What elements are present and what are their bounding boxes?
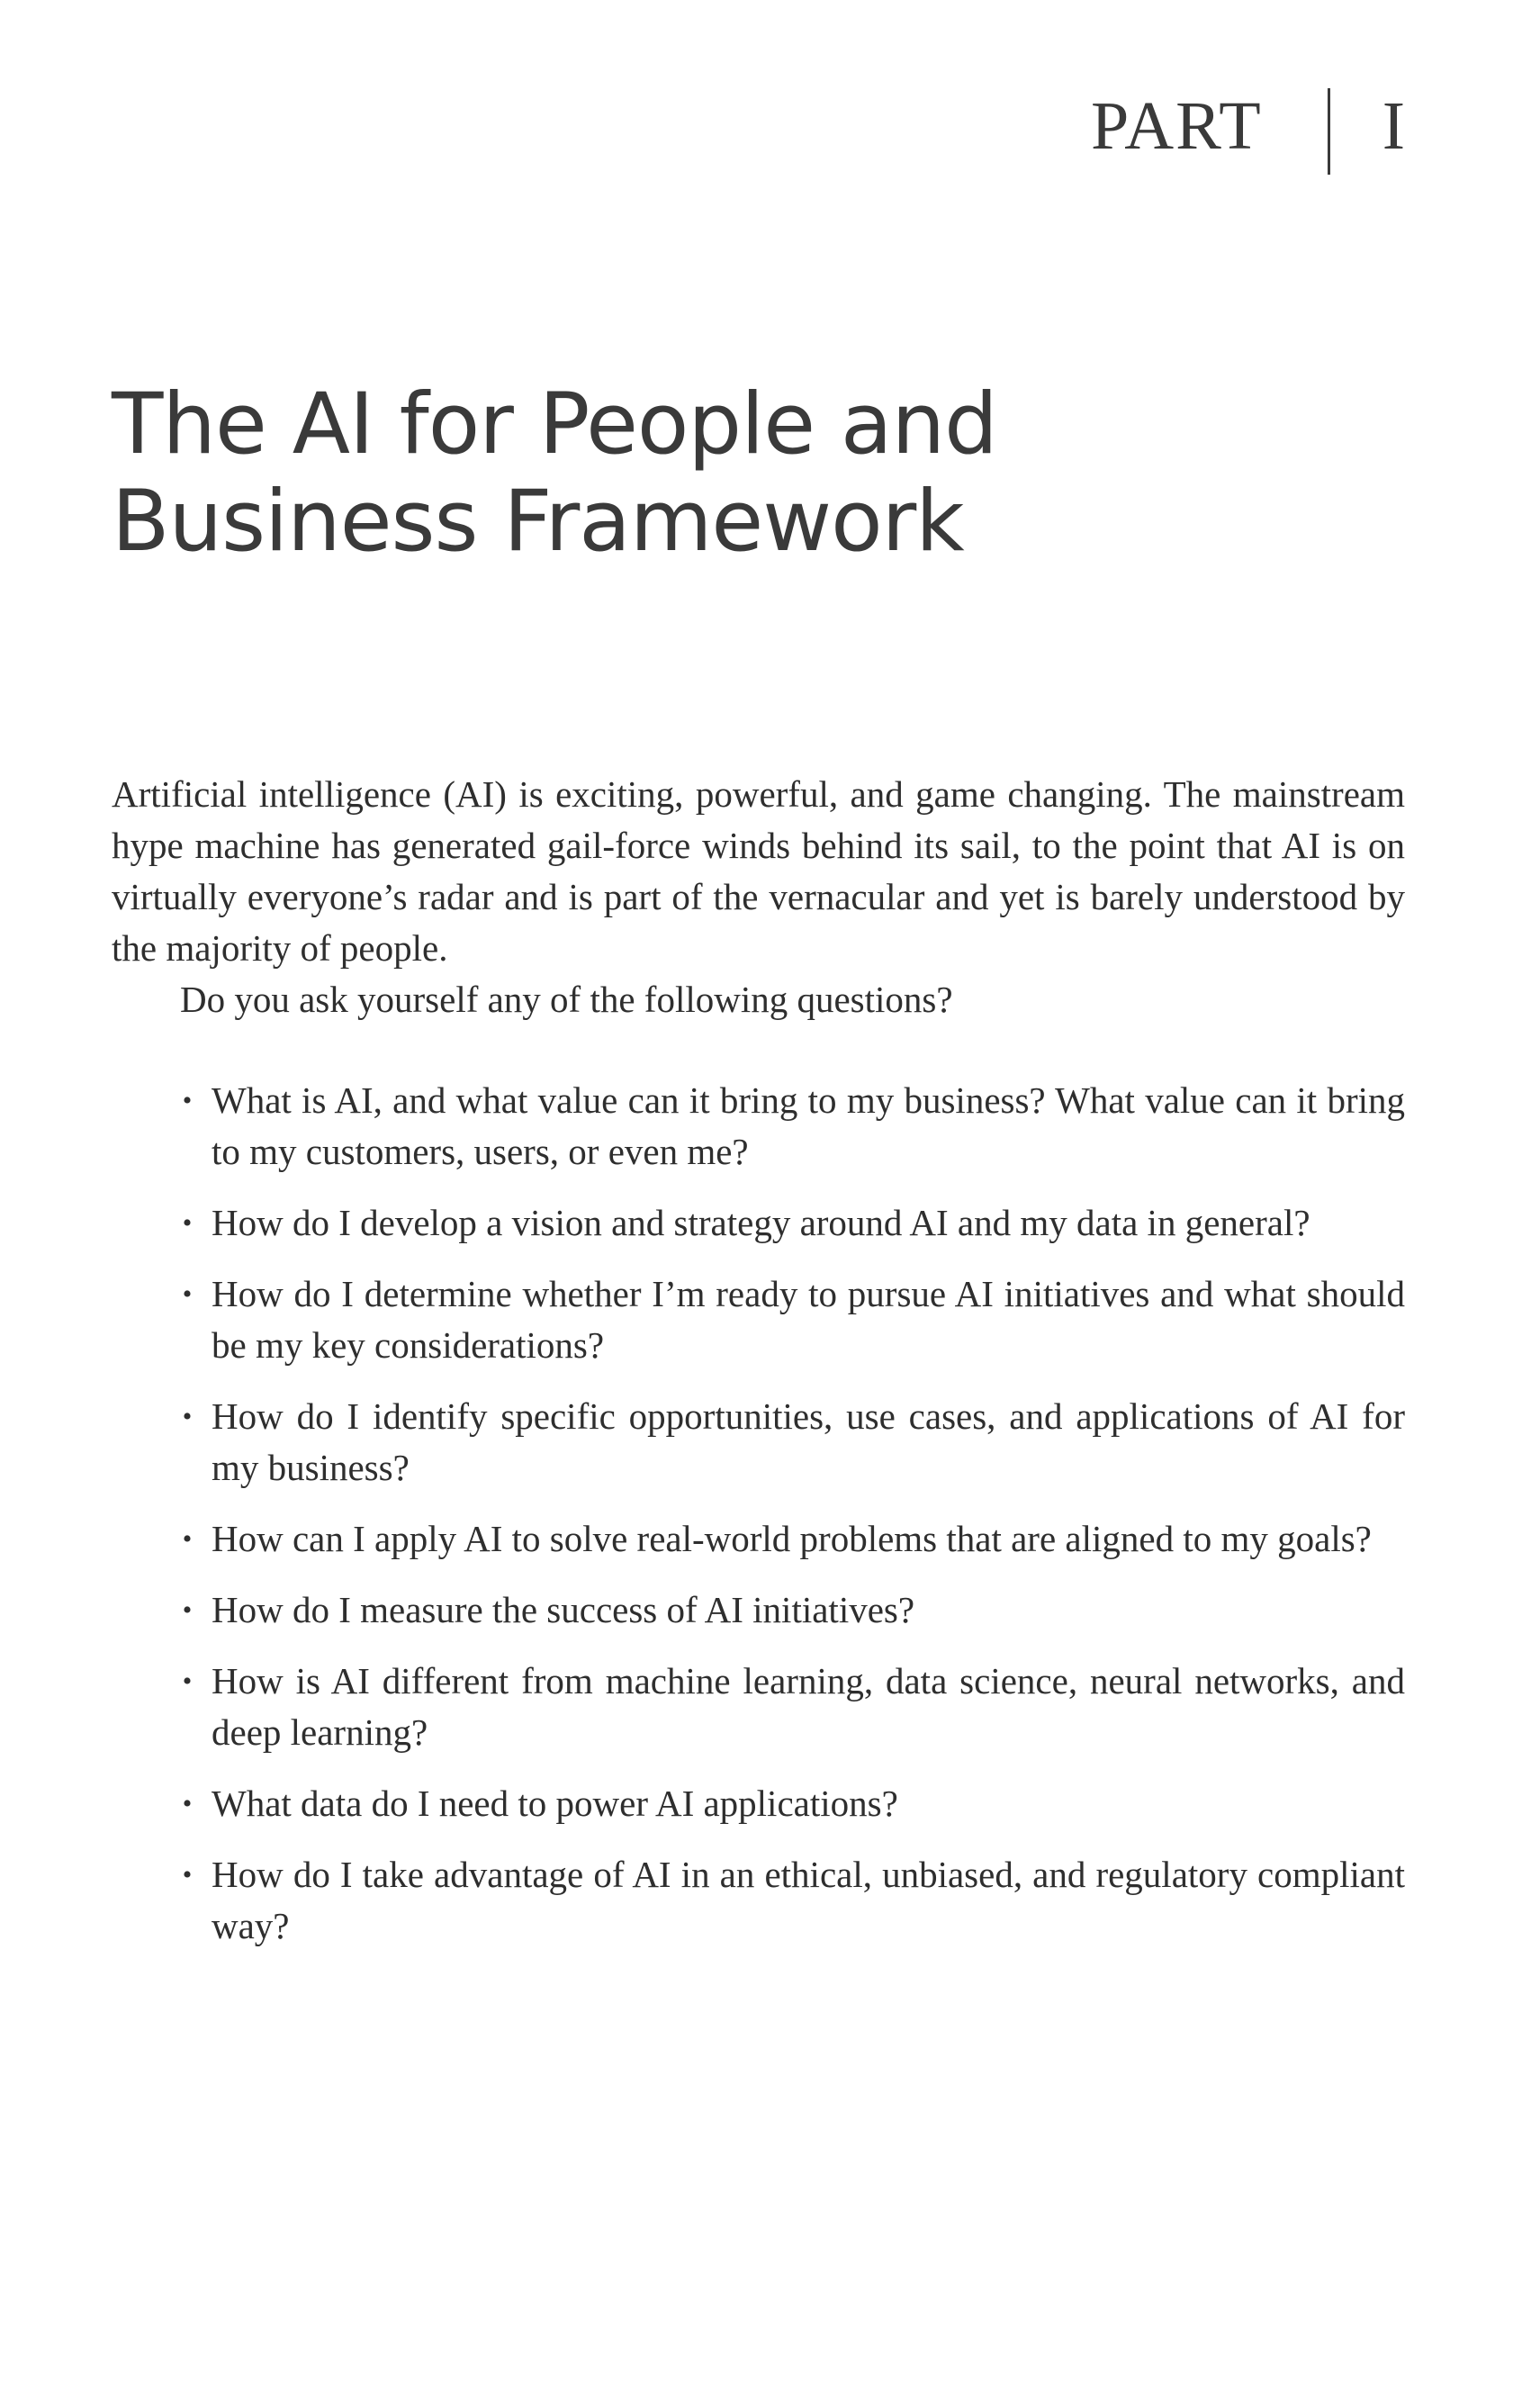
bullet-icon: • xyxy=(182,1279,193,1309)
part-label: PART xyxy=(1090,87,1263,164)
part-title xyxy=(112,376,1102,571)
question-text: How is AI different from machine learning, data science, neural networks, and deep learning? xyxy=(212,1660,1405,1753)
list-item xyxy=(112,1584,1405,1636)
list-item xyxy=(112,1197,1405,1249)
bullet-icon: • xyxy=(182,1524,193,1554)
part-title-line-2: Business Framework xyxy=(112,473,964,571)
part-title-line-1: The AI for People and xyxy=(112,375,997,474)
bullet-icon: • xyxy=(182,1860,193,1890)
question-text: How do I identify specific opportunities, use cases, and applications of AI for my business? xyxy=(212,1395,1405,1488)
body-text xyxy=(112,769,1405,1972)
question-text: How do I develop a vision and strategy around AI and my data in general? xyxy=(212,1202,1310,1243)
bullet-icon: • xyxy=(182,1208,193,1238)
list-item xyxy=(112,1513,1405,1565)
questions-list xyxy=(112,1075,1405,1952)
part-number: I xyxy=(1382,87,1407,164)
list-item xyxy=(112,1391,1405,1494)
intro-paragraph: Artificial intelligence (AI) is exciting, powerful, and game changing. The mainstream hype machine has generated gail-force winds behind its sail, to the point that AI is on virtually everyone’s radar and is part of the vernacular and yet is barely understood by the majority of people. xyxy=(112,773,1405,969)
question-text: How can I apply AI to solve real-world problems that are aligned to my goals? xyxy=(212,1518,1372,1559)
question-lead: Do you ask yourself any of the following questions? xyxy=(180,979,953,1020)
list-item xyxy=(112,1849,1405,1952)
list-item xyxy=(112,1268,1405,1371)
list-item xyxy=(112,1075,1405,1178)
bullet-icon: • xyxy=(182,1666,193,1696)
question-text: What data do I need to power AI applications? xyxy=(212,1783,898,1824)
bullet-icon: • xyxy=(182,1789,193,1819)
question-text: How do I measure the success of AI initiatives? xyxy=(212,1589,915,1630)
question-text: What is AI, and what value can it bring to my business? What value can it bring to my customers, users, or even me? xyxy=(212,1079,1405,1172)
question-text: How do I determine whether I’m ready to pursue AI initiatives and what should be my key considerations? xyxy=(212,1273,1405,1366)
list-item xyxy=(112,1778,1405,1829)
question-text: How do I take advantage of AI in an ethical, unbiased, and regulatory compliant way? xyxy=(212,1854,1405,1946)
bullet-icon: • xyxy=(182,1402,193,1431)
part-header xyxy=(1091,83,1407,169)
bullet-icon: • xyxy=(182,1595,193,1625)
part-divider xyxy=(1328,88,1330,175)
bullet-icon: • xyxy=(182,1086,193,1115)
list-item xyxy=(112,1656,1405,1758)
